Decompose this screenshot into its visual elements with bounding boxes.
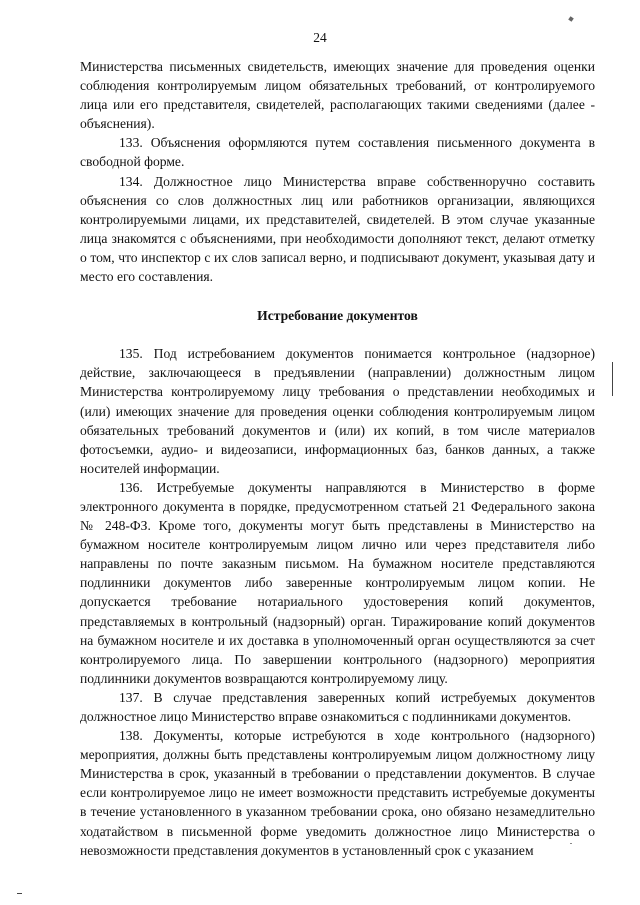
scan-artifact-mark (17, 893, 22, 894)
paragraph-134: 134. Должностное лицо Министерства вправе собственноручно составить объяснения со слов должностных лиц или работников организации, являющихся контролируемыми лицами, их представителей, свидетелей. В этом случае указанные лица знакомятся с объяснениями, при необходимости дополняют текст, делают отметку о том, что инспектор с их слов записал верно, и подписывают документ, указывая дату и место его составления. (80, 173, 595, 285)
paragraph-138: 138. Документы, которые истребуются в ходе контрольного (надзорного) мероприятия, должны быть представлены контролируемым лицом должностному лицу Министерства в срок, указанный в требовании о представлении документов. В случае если контролируемое лицо не имеет возможности представить истребуемые документы в течение установленного в указанном требовании срока, оно обязано незамедлительно ходатайством в письменной форме уведомить должностное лицо Министерства о невозможности представления документов в установленный срок с указанием (80, 728, 595, 858)
paragraph-136: 136. Истребуемые документы направляются в Министерство в форме электронного документа в порядке, предусмотренном статьей 21 Федерального закона № 248-ФЗ. Кроме того, документы могут быть представлены в Министерство на бумажном носителе контролируемым лицом лично или через представителя либо направлены по почте заказным письмом. На бумажном носителе представляются подлинники документов либо заверенные контролируемым лицом копии. Не допускается требование нотариального удостоверения копий документов, представляемых в контрольный (надзорный) орган. Тиражирование копий документов на бумажном носителе и их доставка в уполномоченный орган осуществляются за счет контролируемого лица. По завершении контрольного (надзорного) мероприятия подлинники документов возвращаются контролируемому лицу. (80, 479, 595, 686)
spacer (80, 286, 595, 306)
document-body (80, 57, 595, 860)
paragraph-137: 137. В случае представления заверенных копий истребуемых документов должностное лицо Министерство вправе ознакомиться с подлинниками документов. (80, 689, 595, 724)
paragraph-continuation: Министерства письменных свидетельств, имеющих значение для проведения оценки соблюдения контролируемым лицом обязательных требований, от контролируемого лица или его представителя, свидетелей, располагающих такими сведениями (далее - объяснения). (80, 59, 595, 132)
scan-artifact-mark (612, 362, 613, 396)
paragraph-133: 133. Объяснения оформляются путем составления письменного документа в свободной форме. (80, 135, 595, 170)
scan-artifact-mark (570, 843, 572, 844)
paragraph-135: 135. Под истребованием документов понимается контрольное (надзорное) действие, заключающееся в предъявлении (направлении) должностным лицом Министерства контролируемому лицу требования о представлении необходимых и (или) имеющих значение для проведения оценки соблюдения контролируемым лицом обязательных требований документов и (или) их копий, в том числе материалов фотосъемки, аудио- и видеозаписи, информационных баз, банков данных, а также носителей информации. (80, 346, 595, 476)
spacer (80, 325, 595, 344)
scan-artifact-mark (568, 16, 574, 22)
page-number: 24 (313, 30, 327, 45)
section-heading: Истребование документов (257, 308, 418, 324)
